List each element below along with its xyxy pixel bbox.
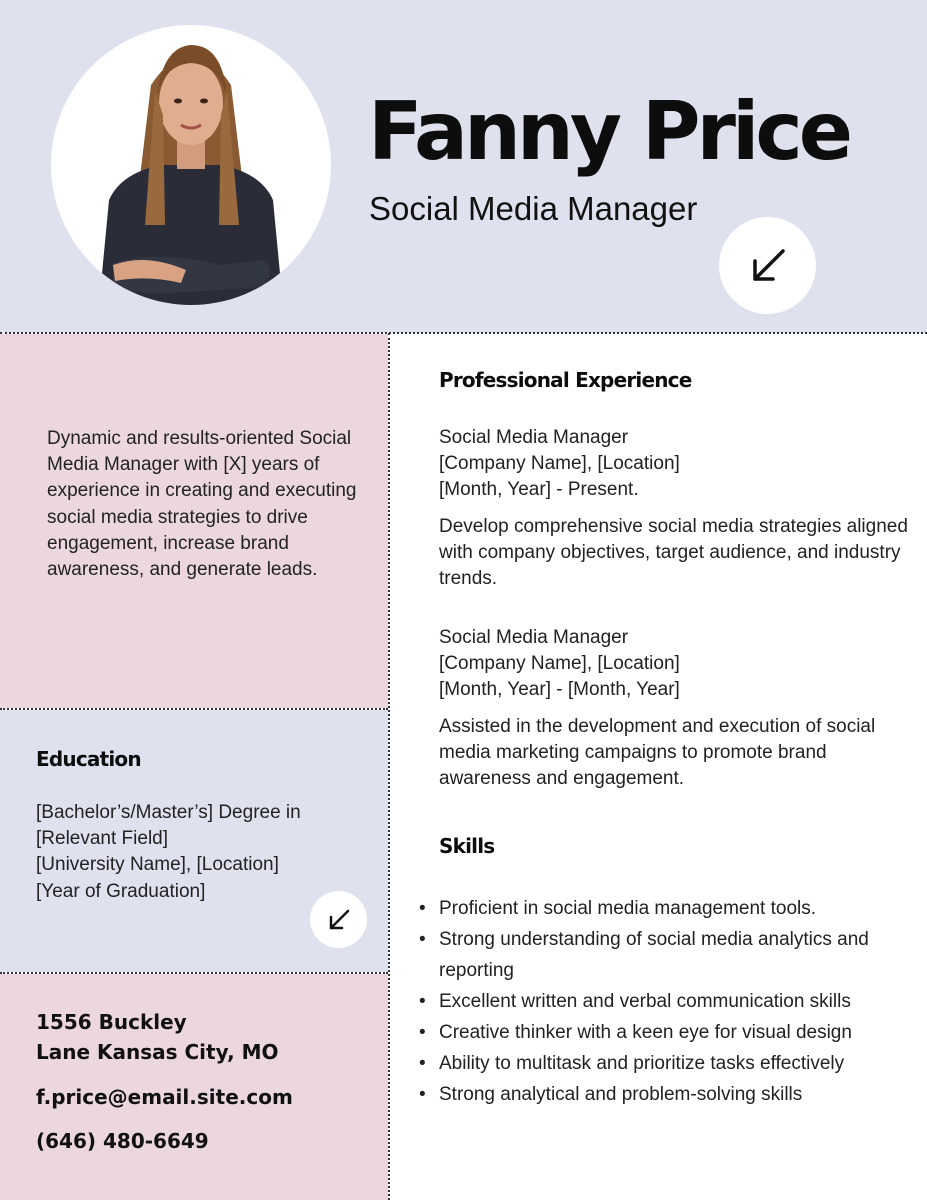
job-title: Social Media Manager bbox=[439, 427, 629, 448]
job-company: [Company Name], [Location] bbox=[439, 453, 680, 475]
contact-phone[interactable]: (646) 480-6649 bbox=[36, 1129, 209, 1153]
candidate-name: Fanny Price bbox=[368, 85, 850, 178]
divider-column bbox=[388, 333, 390, 1200]
skill-item: • Creative thinker with a keen eye for visual design bbox=[419, 1017, 909, 1048]
address-line: 1556 Buckley bbox=[36, 1010, 187, 1034]
education-details bbox=[36, 800, 356, 905]
profile-photo bbox=[51, 25, 331, 305]
skill-item: • Proficient in social media management tools. bbox=[419, 893, 909, 924]
skill-item: • Strong analytical and problem-solving skills bbox=[419, 1079, 909, 1110]
job-title: Social Media Manager bbox=[439, 627, 629, 648]
skills-list bbox=[419, 893, 909, 1110]
job-entry bbox=[439, 625, 909, 792]
professional-summary: Dynamic and results-oriented Social Media Manager with [X] years of experience in creating and executing social media strategies to drive engagement, increase brand awareness, and generate leads. bbox=[47, 428, 357, 581]
education-line: [Relevant Field] bbox=[36, 828, 169, 850]
candidate-role: Social Media Manager bbox=[369, 190, 698, 227]
arrow-down-left-icon bbox=[326, 907, 352, 933]
education-line: [University Name], [Location] bbox=[36, 854, 279, 876]
contact-email[interactable]: f.price@email.site.com bbox=[36, 1085, 293, 1109]
arrow-badge-header bbox=[719, 217, 816, 314]
skill-item: • Excellent written and verbal communication skills bbox=[419, 986, 909, 1017]
job-dates: [Month, Year] - [Month, Year] bbox=[439, 679, 680, 701]
address-line: Lane Kansas City, MO bbox=[36, 1040, 279, 1064]
education-heading: Education bbox=[36, 747, 141, 771]
job-company: [Company Name], [Location] bbox=[439, 653, 680, 675]
job-dates: [Month, Year] - Present. bbox=[439, 479, 639, 501]
education-line: [Bachelor’s/Master’s] Degree in bbox=[36, 802, 301, 823]
portrait-illustration bbox=[51, 25, 331, 305]
skill-item: • Ability to multitask and prioritize tasks effectively bbox=[419, 1048, 909, 1079]
arrow-badge-education bbox=[310, 891, 367, 948]
skill-item: • Strong understanding of social media analytics and reporting bbox=[419, 924, 909, 986]
contact-address bbox=[36, 1007, 279, 1067]
job-description: Develop comprehensive social media strategies aligned with company objectives, target audience, and industry trends. bbox=[439, 515, 908, 590]
skills-heading: Skills bbox=[439, 834, 495, 858]
job-entry bbox=[439, 425, 909, 592]
job-description: Assisted in the development and execution of social media marketing campaigns to promote brand awareness and engagement. bbox=[439, 715, 876, 790]
arrow-down-left-icon bbox=[747, 245, 789, 287]
education-line: [Year of Graduation] bbox=[36, 880, 206, 902]
experience-heading: Professional Experience bbox=[439, 368, 692, 392]
